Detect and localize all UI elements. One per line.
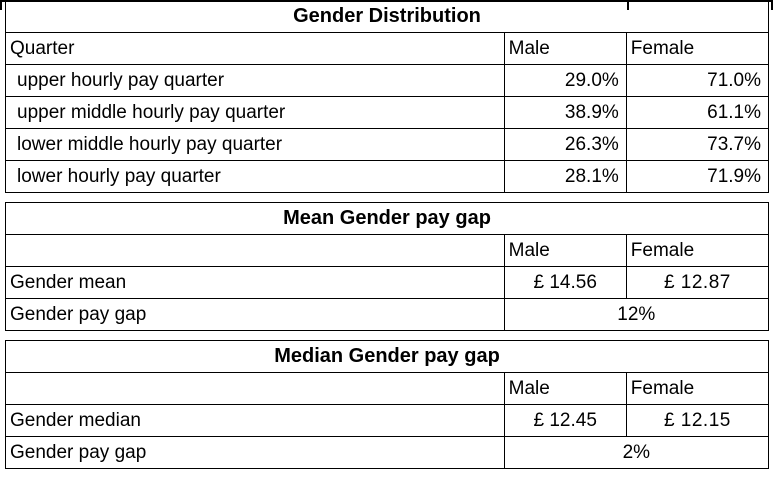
- table-spacer: [0, 331, 773, 340]
- column-guide-tick: [0, 0, 2, 10]
- table-row: [6, 129, 769, 161]
- table-row: [6, 65, 769, 97]
- pay-gap-label: Gender pay gap: [6, 299, 505, 331]
- row-female-value: 61.1%: [626, 97, 768, 129]
- table-title-row: [6, 1, 769, 33]
- row-label: Gender median: [6, 405, 505, 437]
- row-female-value: £ 12.87: [626, 267, 768, 299]
- pay-gap-value: 12%: [504, 299, 768, 331]
- column-header-male: Male: [504, 235, 626, 267]
- row-female-value: 73.7%: [626, 129, 768, 161]
- row-label: upper hourly pay quarter: [6, 65, 505, 97]
- pay-gap-row: [6, 299, 769, 331]
- table-title-row: [6, 341, 769, 373]
- table-row: [6, 267, 769, 299]
- column-header-female: Female: [626, 373, 768, 405]
- table-header-row: [6, 33, 769, 65]
- column-header-female: Female: [626, 33, 768, 65]
- row-male-value: 28.1%: [504, 161, 626, 193]
- row-label: Gender mean: [6, 267, 505, 299]
- row-label: upper middle hourly pay quarter: [6, 97, 505, 129]
- table-row: [6, 405, 769, 437]
- pay-gap-label: Gender pay gap: [6, 437, 505, 469]
- page-top-rule: [0, 0, 773, 2]
- table-title: Mean Gender pay gap: [6, 203, 769, 235]
- row-label: lower middle hourly pay quarter: [6, 129, 505, 161]
- table-header-row: [6, 235, 769, 267]
- column-header-blank: [6, 235, 505, 267]
- mean-gender-pay-gap-table: [5, 202, 769, 331]
- row-female-value: 71.0%: [626, 65, 768, 97]
- table-title: Gender Distribution: [6, 1, 769, 33]
- row-male-value: 29.0%: [504, 65, 626, 97]
- row-female-value: £ 12.15: [626, 405, 768, 437]
- row-female-value: 71.9%: [626, 161, 768, 193]
- pay-gap-row: [6, 437, 769, 469]
- table-header-row: [6, 373, 769, 405]
- column-guide-tick: [627, 0, 629, 10]
- table-row: [6, 97, 769, 129]
- column-header-blank: [6, 373, 505, 405]
- row-label: lower hourly pay quarter: [6, 161, 505, 193]
- row-male-value: £ 12.45: [504, 405, 626, 437]
- column-header-female: Female: [626, 235, 768, 267]
- column-header-male: Male: [504, 373, 626, 405]
- row-male-value: 26.3%: [504, 129, 626, 161]
- table-spacer: [0, 193, 773, 202]
- row-male-value: 38.9%: [504, 97, 626, 129]
- table-row: [6, 161, 769, 193]
- table-title-row: [6, 203, 769, 235]
- table-title: Median Gender pay gap: [6, 341, 769, 373]
- column-header-quarter: Quarter: [6, 33, 505, 65]
- gender-distribution-table: [5, 0, 769, 193]
- median-gender-pay-gap-table: [5, 340, 769, 469]
- pay-gap-value: 2%: [504, 437, 768, 469]
- column-header-male: Male: [504, 33, 626, 65]
- row-male-value: £ 14.56: [504, 267, 626, 299]
